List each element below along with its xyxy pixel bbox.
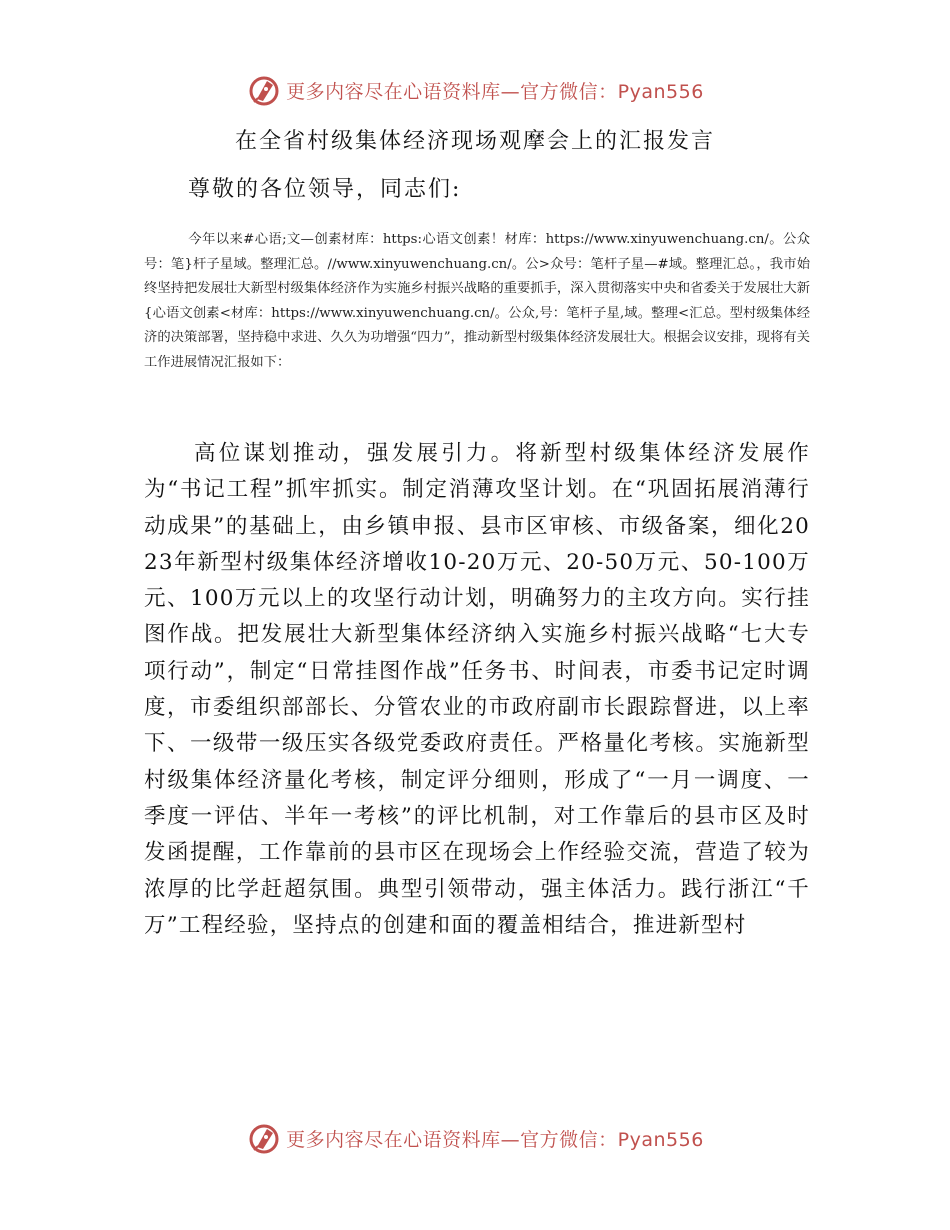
main-paragraph bbox=[144, 436, 810, 944]
footer-watermark-text: 更多内容尽在心语资料库—官方微信：Pyan556 bbox=[286, 1128, 704, 1151]
document-title: 在全省村级集体经济现场观摩会上的汇报发言 bbox=[234, 129, 715, 154]
intro-paragraph-text: 今年以来#心语;文—创素材库：https:心语文创素！材库：https://www.xinyuwenchuang.cn/。公众号：笔}杆子星域。整理汇总。//www.xinyuwenchuang.cn/。公>众号：笔杆子星—#域。整理汇总。，我市始终坚持把发展壮大新型村级集体经济作为实施乡村振兴战略的重要抓手，深入贯彻落实中央和省委关于发展壮大新{心语文创素<材库：https://www.xinyuwenchuang.cn/。公众,号：笔杆子星,域。整理<汇总。型村级集体经济的决策部署，坚持稳中求进、久久为功增强“四力”，推动新型村级集体经济发展壮大。根据会议安排，现将有关工作进展情况汇报如下： bbox=[144, 232, 810, 370]
header-watermark-text: 更多内容尽在心语资料库—官方微信：Pyan556 bbox=[286, 80, 704, 103]
main-paragraph-text: 高位谋划推动，强发展引力。将新型村级集体经济发展作为“书记工程”抓牢抓实。制定消薄攻坚计划。在“巩固拓展消薄行动成果”的基础上，由乡镇申报、县市区审核、市级备案，细化2023年新型村级集体经济增收10-20万元、20-50万元、50-100万元、100万元以上的攻坚行动计划，明确努力的主攻方向。实行挂图作战。把发展壮大新型集体经济纳入实施乡村振兴战略“七大专项行动”，制定“日常挂图作战”任务书、时间表，市委书记定时调度，市委组织部部长、分管农业的市政府副市长跟踪督进，以上率下、一级带一级压实各级党委政府责任。严格量化考核。实施新型村级集体经济量化考核，制定评分细则，形成了“一月一调度、一季度一评估、半年一考核”的评比机制，对工作靠后的县市区及时发函提醒，工作靠前的县市区在现场会上作经验交流，营造了较为浓厚的比学赶超氛围。典型引领带动，强主体活力。践行浙江“千万”工程经验，坚持点的创建和面的覆盖相结合，推进新型村 bbox=[144, 441, 810, 938]
pen-nib-logo-icon bbox=[246, 72, 282, 108]
header-watermark-banner bbox=[0, 70, 950, 110]
intro-paragraph bbox=[144, 228, 810, 375]
footer-watermark-banner bbox=[0, 1118, 950, 1158]
pen-nib-logo-icon bbox=[246, 1120, 282, 1156]
salutation: 尊敬的各位领导，同志们: bbox=[188, 177, 462, 202]
